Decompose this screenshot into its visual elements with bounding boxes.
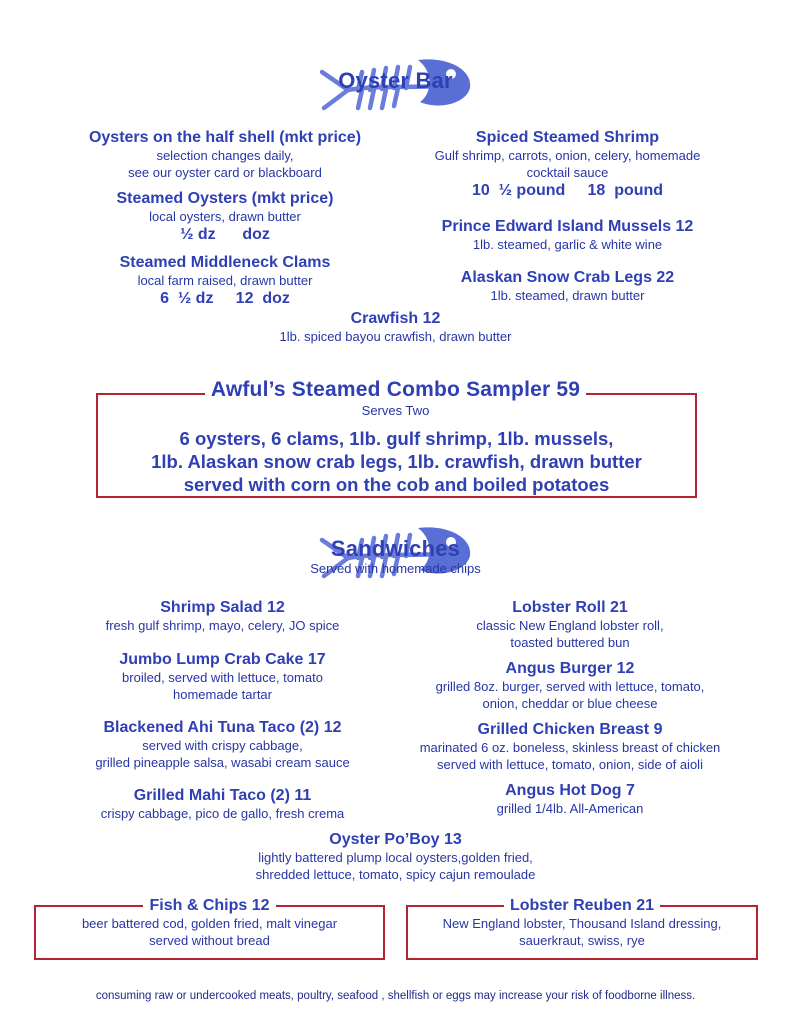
item-name: Prince Edward Island Mussels 12	[441, 218, 694, 235]
item-desc: grilled pineapple salsa, wasabi cream sauce	[95, 755, 350, 770]
item-desc: onion, cheddar or blue cheese	[482, 696, 658, 711]
oyster-bar-title: Oyster Bar	[338, 68, 453, 93]
menu-item-middleneck-clams	[60, 253, 390, 309]
item-desc: Gulf shrimp, carrots, onion, celery, homemade	[434, 148, 701, 163]
menu-item-steamed-oysters	[60, 189, 390, 245]
item-desc: grilled 1/4lb. All-American	[496, 801, 644, 816]
item-name: Alaskan Snow Crab Legs 22	[460, 269, 675, 286]
item-desc: crispy cabbage, pico de gallo, fresh crema	[100, 806, 345, 821]
menu-item-angus-burger	[385, 659, 755, 712]
menu-item-crawfish	[0, 309, 791, 345]
item-desc: served without bread	[149, 933, 270, 948]
item-desc: grilled 8oz. burger, served with lettuce, tomato,	[435, 679, 705, 694]
item-desc: shredded lettuce, tomato, spicy cajun remoulade	[255, 867, 536, 882]
menu-item-oyster-poboy	[0, 830, 791, 883]
item-desc: marinated 6 oz. boneless, skinless breast of chicken	[419, 740, 721, 755]
item-desc: broiled, served with lettuce, tomato	[122, 670, 323, 685]
item-name: Steamed Middleneck Clams	[119, 254, 331, 271]
item-name: Jumbo Lump Crab Cake 17	[119, 651, 326, 668]
item-desc: 1lb. steamed, drawn butter	[490, 288, 645, 303]
item-desc: sauerkraut, swiss, rye	[519, 933, 645, 948]
item-desc: fresh gulf shrimp, mayo, celery, JO spice	[105, 618, 340, 633]
item-desc: homemade tartar	[173, 687, 272, 702]
combo-line: served with corn on the cob and boiled potatoes	[183, 474, 610, 495]
menu-item-snow-crab	[390, 268, 745, 304]
item-desc: classic New England lobster roll,	[476, 618, 664, 633]
item-name: Angus Hot Dog 7	[505, 782, 635, 799]
item-desc: toasted buttered bun	[510, 635, 630, 650]
combo-line: 6 oysters, 6 clams, 1lb. gulf shrimp, 1lb. mussels,	[179, 428, 614, 449]
menu-item-oysters-half-shell	[60, 128, 390, 181]
item-desc: served with lettuce, tomato, onion, side of aioli	[437, 757, 703, 772]
item-price: ½ dz doz	[180, 226, 270, 243]
item-name: Lobster Roll 21	[512, 599, 628, 616]
item-name: Steamed Oysters (mkt price)	[116, 190, 334, 207]
item-name: Shrimp Salad 12	[160, 599, 285, 616]
menu-item-spiced-shrimp	[390, 128, 745, 201]
combo-title: Awful’s Steamed Combo Sampler 59	[205, 378, 586, 401]
menu-item-lobster-reuben	[406, 896, 758, 949]
item-name: Crawfish 12	[350, 310, 441, 327]
menu-item-lobster-roll	[385, 598, 755, 651]
item-desc: beer battered cod, golden fried, malt vinegar	[81, 916, 338, 931]
item-name: Lobster Reuben 21	[504, 897, 660, 914]
item-name: Spiced Steamed Shrimp	[475, 129, 660, 146]
menu-item-fish-chips	[34, 896, 385, 949]
item-desc: local oysters, drawn butter	[149, 209, 301, 224]
item-name: Grilled Mahi Taco (2) 11	[133, 787, 312, 804]
item-price: 10 ½ pound 18 pound	[471, 182, 664, 199]
combo-title-wrap	[0, 378, 791, 402]
item-desc: selection changes daily,	[156, 148, 294, 163]
item-name: Fish & Chips 12	[143, 897, 275, 914]
item-price: 6 ½ dz 12 doz	[160, 290, 290, 307]
menu-item-shrimp-salad	[55, 598, 390, 634]
item-desc: local farm raised, drawn butter	[137, 273, 313, 288]
menu-item-hot-dog	[385, 781, 755, 817]
item-desc: cocktail sauce	[526, 165, 609, 180]
menu-item-chicken-breast	[385, 720, 755, 773]
item-desc: 1lb. steamed, garlic & white wine	[472, 237, 663, 252]
food-safety-disclaimer: consuming raw or undercooked meats, poultry, seafood , shellfish or eggs may increase your risk of foodborne illness.	[95, 990, 696, 1002]
sandwiches-subtitle: Served with homemade chips	[310, 561, 481, 576]
item-name: Oysters on the half shell (mkt price)	[88, 129, 362, 146]
item-desc: New England lobster, Thousand Island dressing,	[442, 916, 722, 931]
item-desc: served with crispy cabbage,	[142, 738, 303, 753]
menu-item-ahi-tuna-taco	[55, 718, 390, 771]
item-name: Oyster Po’Boy 13	[329, 831, 462, 848]
combo-line: 1lb. Alaskan snow crab legs, 1lb. crawfish, drawn butter	[151, 451, 642, 472]
combo-subtitle: Serves Two	[361, 403, 430, 418]
item-name: Angus Burger 12	[505, 660, 635, 677]
item-name: Blackened Ahi Tuna Taco (2) 12	[103, 719, 342, 736]
sandwiches-title: Sandwiches	[330, 536, 461, 561]
menu-item-crab-cake	[55, 650, 390, 703]
menu-item-mahi-taco	[55, 786, 390, 822]
item-name: Grilled Chicken Breast 9	[477, 721, 663, 738]
combo-details	[96, 427, 697, 496]
menu-item-pei-mussels	[390, 217, 745, 253]
item-desc: see our oyster card or blackboard	[128, 165, 322, 180]
item-desc: lightly battered plump local oysters,golden fried,	[258, 850, 533, 865]
item-desc: 1lb. spiced bayou crawfish, drawn butter	[279, 329, 512, 344]
